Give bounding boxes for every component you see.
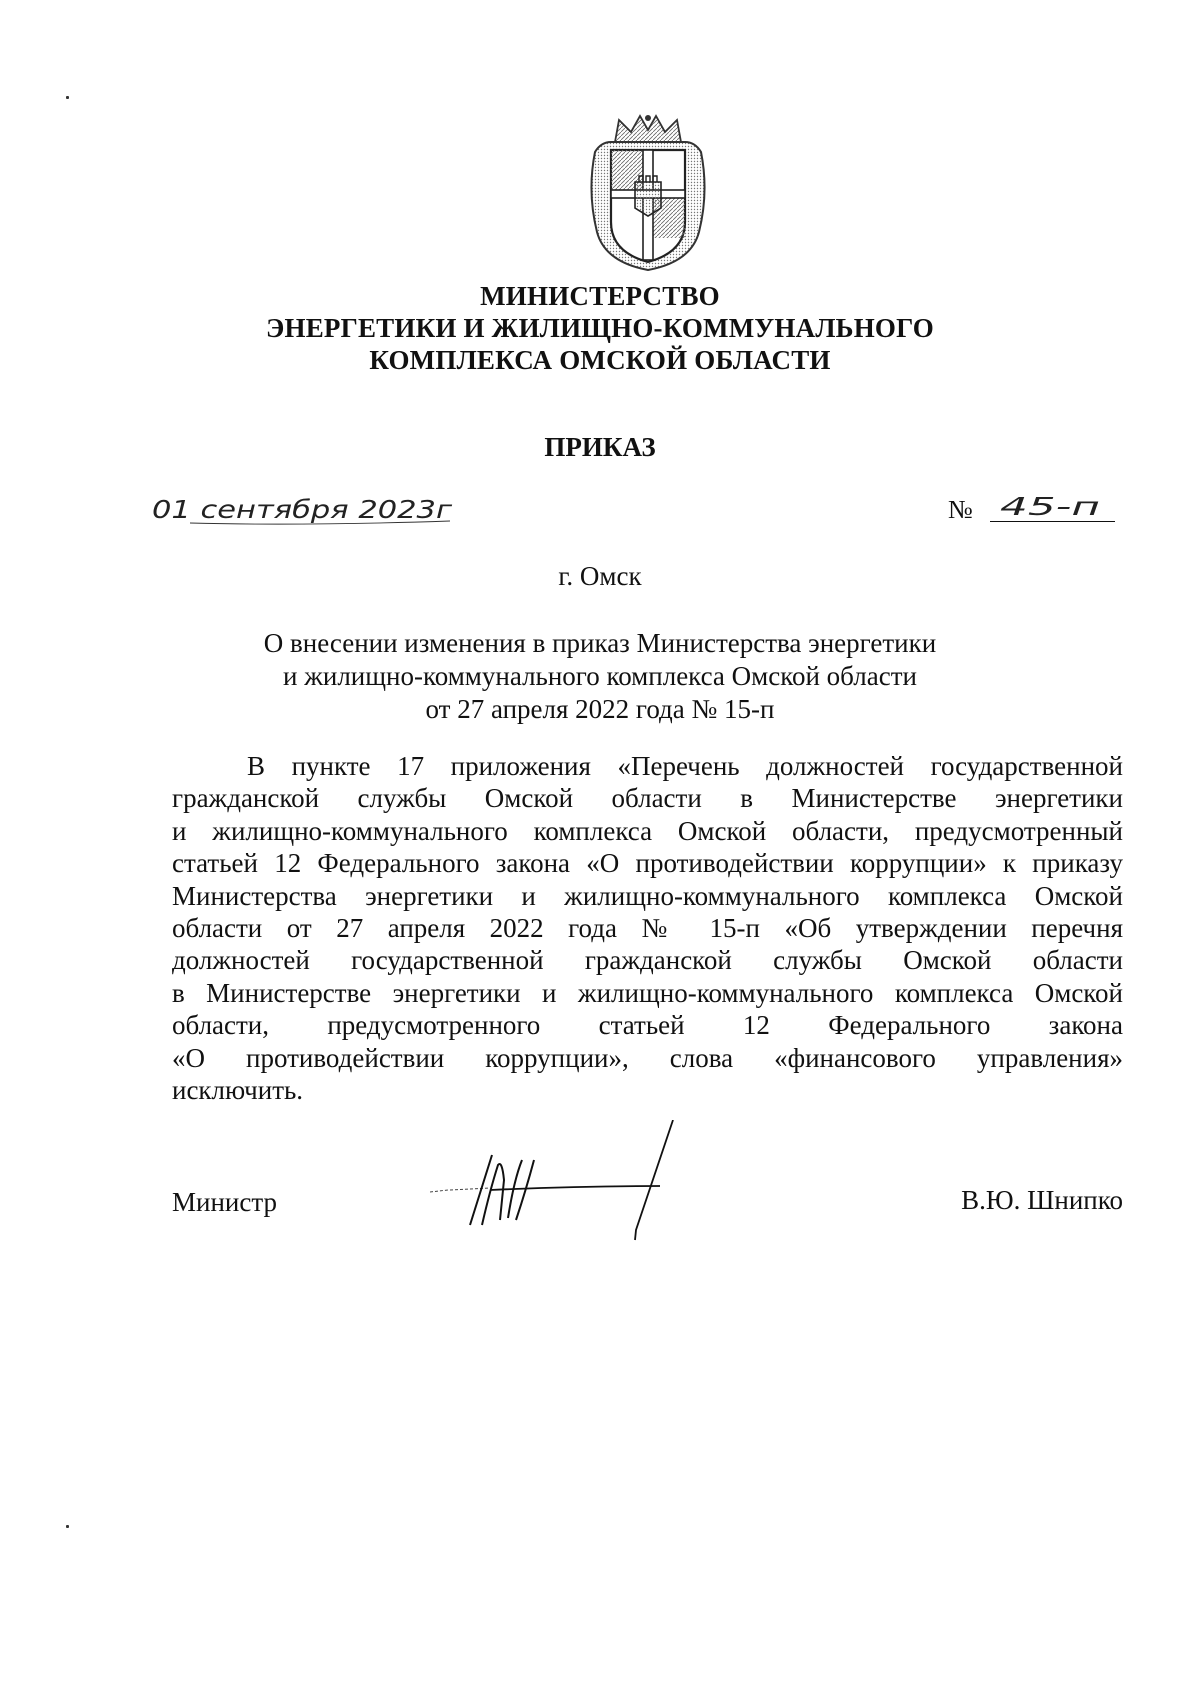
signatory-role: Министр [172,1187,277,1217]
body-line: области от 27 апреля 2022 года № 15-п «Об утверждении перечня [172,913,1123,944]
ministry-heading-line: ЭНЕРГЕТИКИ И ЖИЛИЩНО-КОММУНАЛЬНОГО [265,313,935,343]
document-body [172,750,1123,1106]
coat-of-arms-icon [585,112,711,272]
signatory-name: В.Ю. Шнипко [961,1185,1123,1215]
body-line: статьей 12 Федерального закона «О противодействии коррупции» к приказу [172,848,1123,879]
body-line: в Министерстве энергетики и жилищно-коммунального комплекса Омской [172,977,1123,1008]
handwritten-date [150,488,470,528]
body-line: гражданской службы Омской области в Министерстве энергетики [172,783,1123,814]
body-line: должностей государственной гражданской службы Омской области [172,945,1123,976]
scan-speck [66,1525,69,1528]
subject-line: и жилищно-коммунального комплекса Омской области [283,661,917,691]
body-line: Министерства энергетики и жилищно-коммунального комплекса Омской [172,880,1123,911]
ministry-heading-line: МИНИСТЕРСТВО [480,281,720,311]
number-sign: № [948,495,973,524]
ministry-heading-line: КОМПЛЕКСА ОМСКОЙ ОБЛАСТИ [369,345,831,375]
ministry-heading [250,280,950,376]
document-subject [200,627,1000,726]
body-line: «О противодействии коррупции», слова «финансового управления» [172,1042,1123,1073]
document-type: ПРИКАЗ [544,432,656,462]
svg-text:45-п: 45-п [1000,492,1100,521]
body-line: области, предусмотренного статьей 12 Федерального закона [172,1010,1123,1041]
city: г. Омск [558,561,642,591]
svg-text:01 сентября 2023г: 01 сентября 2023г [152,495,454,524]
handwritten-signature [430,1120,730,1270]
document-number [948,487,1123,527]
subject-line: от 27 апреля 2022 года № 15-п [425,694,775,724]
body-line: исключить. [172,1075,304,1106]
body-line: и жилищно-коммунального комплекса Омской области, предусмотренный [172,815,1123,846]
scan-speck [66,96,69,99]
body-line: В пункте 17 приложения «Перечень должностей государственной [247,751,1123,781]
subject-line: О внесении изменения в приказ Министерства энергетики [263,628,937,658]
handwritten-number [998,487,1108,523]
